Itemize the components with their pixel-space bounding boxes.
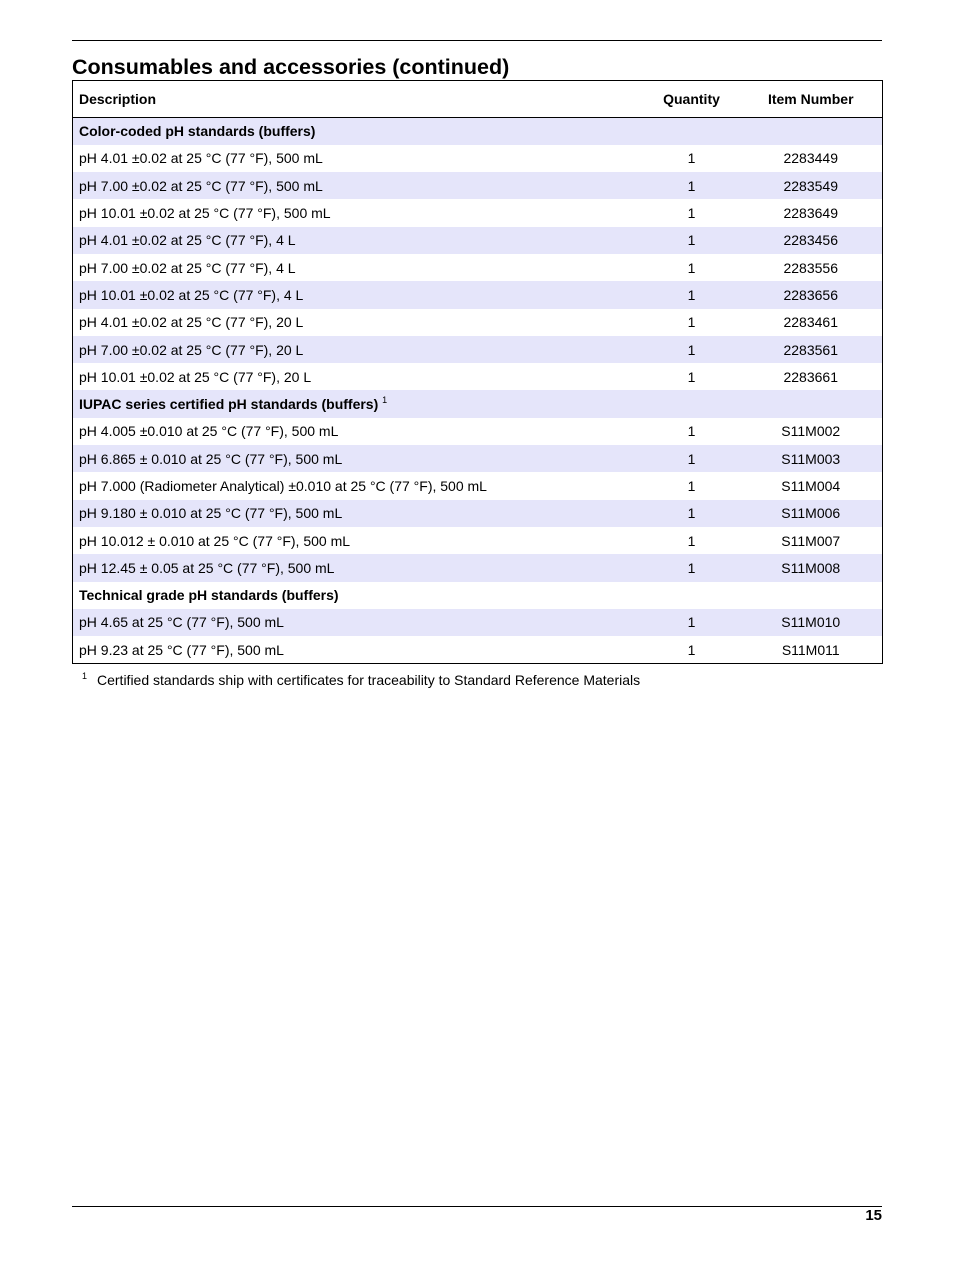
quantity-cell: 1	[687, 641, 696, 658]
item-number-cell: 2283456	[783, 232, 838, 249]
table-row	[73, 363, 883, 390]
group-title: Technical grade pH standards (buffers)	[79, 587, 339, 604]
table-row	[73, 472, 883, 499]
group-empty-cell	[644, 118, 740, 145]
group-empty-cell	[740, 118, 883, 145]
group-empty-cell	[740, 390, 883, 417]
item-number-cell: S11M003	[781, 450, 841, 467]
consumables-table	[72, 80, 883, 664]
header-description: Description	[73, 81, 644, 118]
group-empty-cell	[644, 582, 740, 609]
group-empty-cell	[740, 582, 883, 609]
quantity-cell: 1	[687, 614, 696, 631]
consumables-table-container	[72, 80, 882, 664]
description-cell: pH 10.01 ±0.02 at 25 °C (77 °F), 500 mL	[79, 205, 331, 222]
group-row	[73, 582, 883, 609]
quantity-cell: 1	[687, 532, 696, 549]
table-row	[73, 172, 883, 199]
footnote-reference: 1	[382, 395, 388, 406]
table-row	[73, 336, 883, 363]
quantity-cell: 1	[687, 478, 696, 494]
group-title-cell	[73, 118, 644, 145]
table-body	[73, 118, 883, 664]
bottom-rule	[72, 1206, 882, 1207]
description-cell: pH 4.01 ±0.02 at 25 °C (77 °F), 4 L	[79, 232, 296, 249]
item-number-cell: S11M006	[781, 505, 841, 522]
description-cell: pH 7.00 ±0.02 at 25 °C (77 °F), 4 L	[79, 259, 296, 276]
quantity-cell: 1	[687, 341, 696, 358]
group-title-cell	[73, 582, 644, 609]
quantity-cell: 1	[687, 559, 696, 576]
table-row	[73, 227, 883, 254]
description-cell: pH 4.01 ±0.02 at 25 °C (77 °F), 500 mL	[79, 150, 323, 167]
description-cell: pH 4.65 at 25 °C (77 °F), 500 mL	[79, 614, 284, 631]
description-cell: pH 7.00 ±0.02 at 25 °C (77 °F), 20 L	[79, 341, 304, 358]
item-number-cell: S11M008	[781, 559, 841, 576]
description-cell: pH 12.45 ± 0.05 at 25 °C (77 °F), 500 mL	[79, 559, 335, 576]
quantity-cell: 1	[687, 368, 696, 385]
quantity-cell: 1	[687, 423, 696, 440]
table-row	[73, 199, 883, 226]
top-rule	[72, 40, 882, 41]
description-cell: pH 10.01 ±0.02 at 25 °C (77 °F), 20 L	[79, 368, 312, 385]
group-row	[73, 118, 883, 145]
page-title: Consumables and accessories (continued)	[72, 55, 510, 79]
header-item-number: Item Number	[740, 81, 883, 118]
quantity-cell: 1	[687, 505, 696, 522]
description-cell: pH 7.00 ±0.02 at 25 °C (77 °F), 500 mL	[79, 177, 323, 194]
item-number-cell: S11M007	[781, 532, 841, 549]
footnote-mark: 1	[82, 671, 88, 681]
table-row	[73, 636, 883, 663]
table-row	[73, 309, 883, 336]
table-row	[73, 609, 883, 636]
item-number-cell: S11M004	[781, 478, 841, 494]
table-header	[73, 81, 883, 118]
description-cell: pH 4.005 ±0.010 at 25 °C (77 °F), 500 mL	[79, 423, 339, 440]
item-number-cell: 2283649	[783, 205, 838, 222]
quantity-cell: 1	[687, 286, 696, 303]
item-number-cell: S11M002	[781, 423, 841, 440]
group-title: Color-coded pH standards (buffers)	[79, 123, 316, 140]
table-row	[73, 527, 883, 554]
table-row	[73, 254, 883, 281]
quantity-cell: 1	[687, 450, 696, 467]
item-number-cell: 2283461	[783, 314, 838, 331]
table-row	[73, 281, 883, 308]
table-row	[73, 418, 883, 445]
table-row	[73, 554, 883, 581]
header-row	[73, 81, 883, 118]
quantity-cell: 1	[687, 259, 696, 276]
item-number-cell: 2283661	[783, 368, 838, 385]
footnote-text: Certified standards ship with certificates for traceability to Standard Reference Materials	[97, 672, 641, 688]
description-cell: pH 10.01 ±0.02 at 25 °C (77 °F), 4 L	[79, 286, 304, 303]
item-number-cell: S11M010	[781, 614, 841, 631]
quantity-cell: 1	[687, 177, 696, 194]
quantity-cell: 1	[687, 205, 696, 222]
quantity-cell: 1	[687, 314, 696, 331]
description-cell: pH 9.180 ± 0.010 at 25 °C (77 °F), 500 mL	[79, 505, 343, 522]
item-number-cell: 2283561	[783, 341, 838, 358]
group-title-cell	[73, 390, 644, 417]
footnote	[82, 671, 640, 688]
table-row	[73, 500, 883, 527]
item-number-cell: 2283556	[783, 259, 838, 276]
table-row	[73, 145, 883, 172]
group-title: IUPAC series certified pH standards (buffers)	[79, 396, 379, 413]
item-number-cell: 2283449	[783, 150, 838, 167]
table-row	[73, 445, 883, 472]
description-cell: pH 9.23 at 25 °C (77 °F), 500 mL	[79, 641, 284, 658]
quantity-cell: 1	[687, 232, 696, 249]
item-number-cell: S11M011	[781, 641, 840, 658]
description-cell: pH 7.000 (Radiometer Analytical) ±0.010 at 25 °C (77 °F), 500 mL	[79, 478, 487, 494]
description-cell: pH 4.01 ±0.02 at 25 °C (77 °F), 20 L	[79, 314, 304, 331]
quantity-cell: 1	[687, 150, 696, 167]
item-number-cell: 2283656	[783, 286, 838, 303]
group-row	[73, 390, 883, 417]
item-number-cell: 2283549	[783, 177, 838, 194]
description-cell: pH 10.012 ± 0.010 at 25 °C (77 °F), 500 mL	[79, 532, 351, 549]
description-cell: pH 6.865 ± 0.010 at 25 °C (77 °F), 500 mL	[79, 450, 343, 467]
group-empty-cell	[644, 390, 740, 417]
page-number: 15	[865, 1207, 882, 1224]
header-quantity: Quantity	[644, 81, 740, 118]
